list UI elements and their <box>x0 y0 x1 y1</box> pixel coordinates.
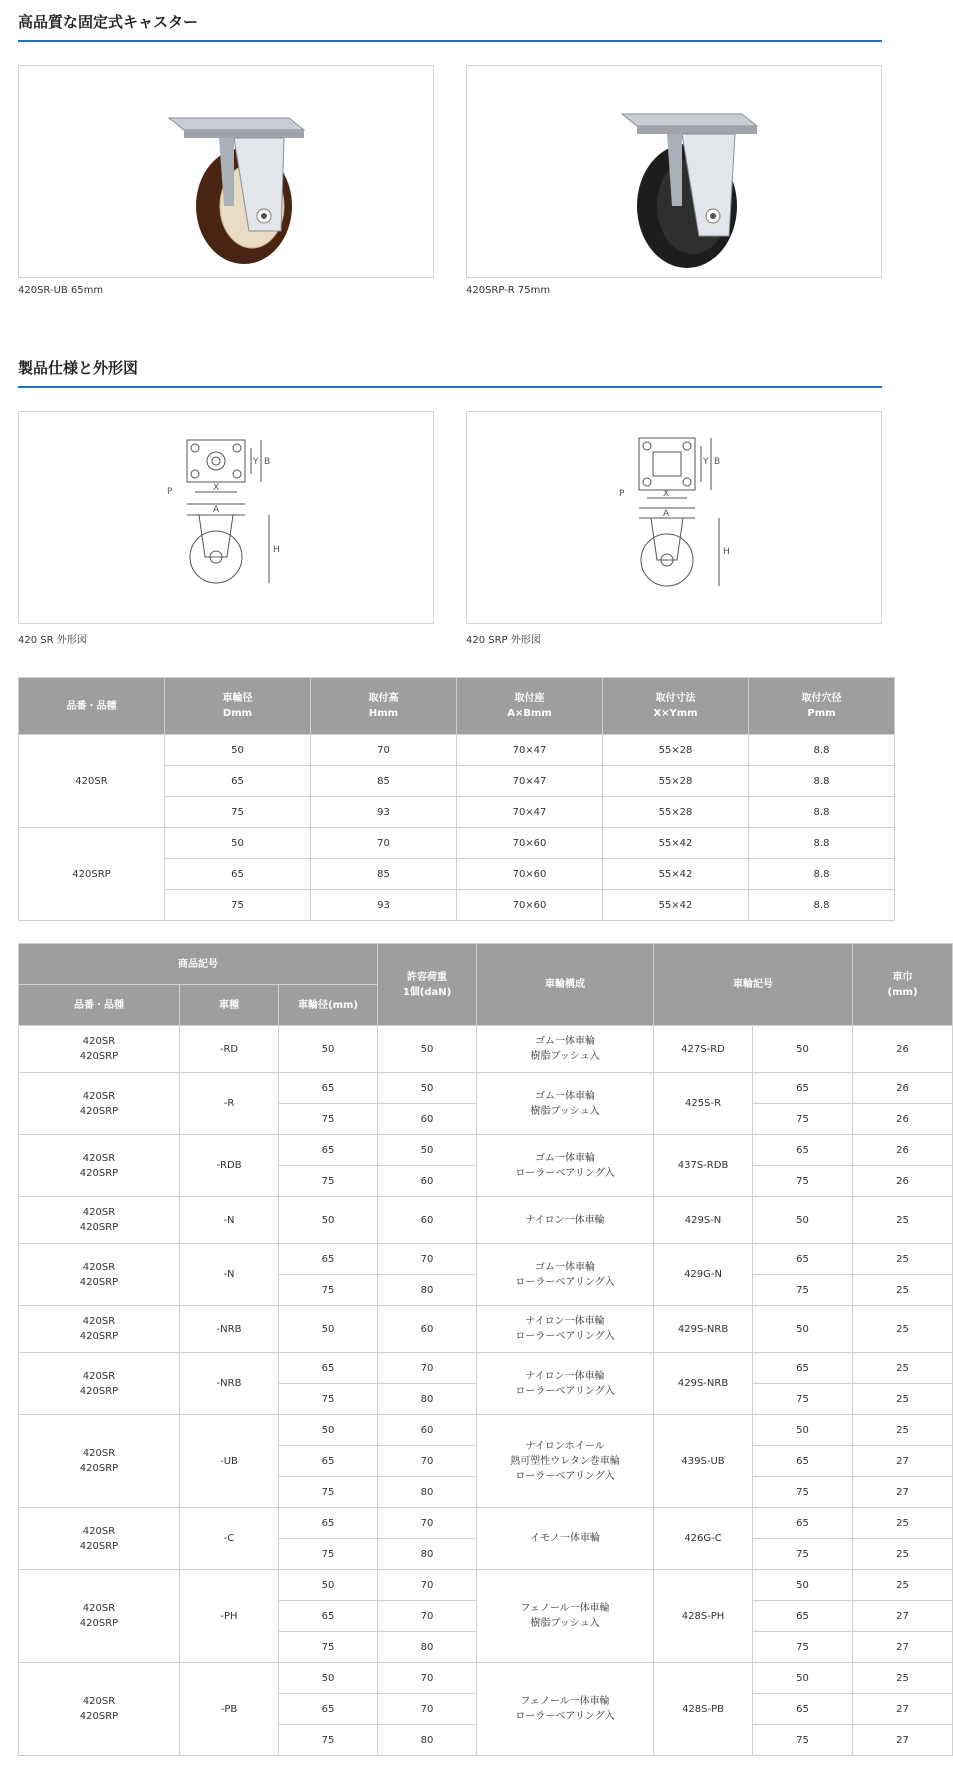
diameter-cell: 75 <box>279 1275 378 1306</box>
section-title-products <box>18 12 882 42</box>
value-cell: 70×60 <box>457 828 603 859</box>
model-cell: 420SR 420SRP <box>19 1135 180 1197</box>
load-cell: 70 <box>378 1663 477 1694</box>
label-y: Y <box>253 457 259 467</box>
wheel-diameter-cell: 75 <box>753 1725 853 1756</box>
model-cell: 420SR 420SRP <box>19 1663 180 1756</box>
width-cell: 26 <box>853 1104 953 1135</box>
wheel-diameter-cell: 65 <box>753 1694 853 1725</box>
diameter-cell: 75 <box>279 1384 378 1415</box>
load-cell: 60 <box>378 1197 477 1244</box>
value-cell: 50 <box>165 735 311 766</box>
value-cell: 65 <box>165 766 311 797</box>
load-cell: 60 <box>378 1104 477 1135</box>
load-cell: 50 <box>378 1026 477 1073</box>
wheel-diameter-cell: 75 <box>753 1275 853 1306</box>
width-cell: 25 <box>853 1663 953 1694</box>
section-title-text: 高品質な固定式キャスター <box>18 13 199 31</box>
wheel-diameter-cell: 75 <box>753 1384 853 1415</box>
table-row <box>19 1306 953 1353</box>
value-cell: 85 <box>311 766 457 797</box>
model-cell: 420SR 420SRP <box>19 1073 180 1135</box>
value-cell: 55×28 <box>603 797 749 828</box>
value-cell: 75 <box>165 890 311 921</box>
caster-photo-brown-wheel <box>19 66 433 277</box>
diagram-420srp <box>466 411 882 624</box>
type-cell: -NRB <box>180 1306 279 1353</box>
label-a: A <box>663 509 670 519</box>
width-cell: 25 <box>853 1384 953 1415</box>
load-cell: 70 <box>378 1508 477 1539</box>
composition-cell: ゴム一体車輪 樹脂ブッシュ入 <box>477 1073 654 1135</box>
model-cell: 420SRP <box>19 828 165 921</box>
width-cell: 26 <box>853 1026 953 1073</box>
value-cell: 8.8 <box>749 766 895 797</box>
diameter-cell: 65 <box>279 1073 378 1104</box>
width-cell: 25 <box>853 1539 953 1570</box>
value-cell: 70×60 <box>457 890 603 921</box>
wheel-code-cell: 429S-N <box>654 1197 753 1244</box>
wheel-code-cell: 428S-PB <box>654 1663 753 1756</box>
model-cell: 420SR 420SRP <box>19 1197 180 1244</box>
composition-cell: ゴム一体車輪 ローラーベアリング入 <box>477 1135 654 1197</box>
diameter-cell: 75 <box>279 1539 378 1570</box>
width-cell: 27 <box>853 1632 953 1663</box>
value-cell: 70×47 <box>457 766 603 797</box>
width-cell: 27 <box>853 1446 953 1477</box>
value-cell: 55×28 <box>603 735 749 766</box>
composition-cell: ゴム一体車輪 ローラーベアリング入 <box>477 1244 654 1306</box>
load-cell: 50 <box>378 1135 477 1166</box>
type-cell: -R <box>180 1073 279 1135</box>
wheel-diameter-cell: 65 <box>753 1073 853 1104</box>
model-cell: 420SR 420SRP <box>19 1306 180 1353</box>
model-cell: 420SR 420SRP <box>19 1026 180 1073</box>
wheel-diameter-cell: 65 <box>753 1244 853 1275</box>
product-caption-1: 420SR-UB 65mm <box>18 285 104 296</box>
diameter-cell: 65 <box>279 1694 378 1725</box>
width-cell: 27 <box>853 1601 953 1632</box>
wheel-diameter-cell: 65 <box>753 1601 853 1632</box>
type-cell: -PH <box>180 1570 279 1663</box>
load-cell: 80 <box>378 1275 477 1306</box>
type-cell: -PB <box>180 1663 279 1756</box>
diameter-cell: 50 <box>279 1570 378 1601</box>
width-cell: 27 <box>853 1477 953 1508</box>
spec-header-row <box>19 678 895 735</box>
value-cell: 70×47 <box>457 735 603 766</box>
table-row <box>19 1415 953 1446</box>
label-p: P <box>619 489 625 499</box>
value-cell: 8.8 <box>749 828 895 859</box>
diameter-cell: 65 <box>279 1244 378 1275</box>
width-cell: 25 <box>853 1570 953 1601</box>
wheel-code-cell: 429S-NRB <box>654 1353 753 1415</box>
value-cell: 55×28 <box>603 766 749 797</box>
wheel-diameter-cell: 75 <box>753 1166 853 1197</box>
value-cell: 55×42 <box>603 859 749 890</box>
width-cell: 25 <box>853 1415 953 1446</box>
dimension-drawing <box>467 412 881 623</box>
load-cell: 60 <box>378 1306 477 1353</box>
width-cell: 25 <box>853 1275 953 1306</box>
load-cell: 80 <box>378 1539 477 1570</box>
header-model: 品番・品種 <box>19 985 180 1026</box>
wheel-code-cell: 428S-PH <box>654 1570 753 1663</box>
width-cell: 27 <box>853 1694 953 1725</box>
composition-cell: ナイロン一体車輪 <box>477 1197 654 1244</box>
model-cell: 420SR 420SRP <box>19 1353 180 1415</box>
wheel-code-cell: 426G-C <box>654 1508 753 1570</box>
section-title-text: 製品仕様と外形図 <box>18 359 139 377</box>
wheel-header-row <box>19 944 953 985</box>
width-cell: 26 <box>853 1166 953 1197</box>
model-cell: 420SR 420SRP <box>19 1570 180 1663</box>
value-cell: 70 <box>311 828 457 859</box>
diagram-caption-1: 420 SR 外形図 <box>18 635 87 646</box>
wheel-code-cell: 437S-RDB <box>654 1135 753 1197</box>
type-cell: -N <box>180 1244 279 1306</box>
label-y: Y <box>703 457 709 467</box>
table-row <box>19 1135 953 1166</box>
wheel-diameter-cell: 50 <box>753 1415 853 1446</box>
table-row <box>19 1197 953 1244</box>
spec-header-cell: 取付座 A×Bmm <box>457 678 603 735</box>
value-cell: 50 <box>165 828 311 859</box>
composition-cell: ナイロン一体車輪 ローラーベアリング入 <box>477 1306 654 1353</box>
header-width: 車巾 (mm) <box>853 944 953 1026</box>
width-cell: 25 <box>853 1508 953 1539</box>
label-p: P <box>167 487 173 497</box>
load-cell: 60 <box>378 1415 477 1446</box>
diameter-cell: 50 <box>279 1026 378 1073</box>
spec-table <box>18 677 895 921</box>
model-cell: 420SR 420SRP <box>19 1244 180 1306</box>
value-cell: 55×42 <box>603 890 749 921</box>
header-load: 許容荷重 1個(daN) <box>378 944 477 1026</box>
wheel-diameter-cell: 50 <box>753 1026 853 1073</box>
type-cell: -UB <box>180 1415 279 1508</box>
diameter-cell: 75 <box>279 1725 378 1756</box>
diagram-420sr <box>18 411 434 624</box>
caster-photo-black-wheel <box>467 66 881 277</box>
wheel-diameter-cell: 65 <box>753 1446 853 1477</box>
value-cell: 8.8 <box>749 797 895 828</box>
type-cell: -RD <box>180 1026 279 1073</box>
load-cell: 70 <box>378 1570 477 1601</box>
diameter-cell: 75 <box>279 1104 378 1135</box>
model-cell: 420SR 420SRP <box>19 1415 180 1508</box>
wheel-diameter-cell: 50 <box>753 1570 853 1601</box>
width-cell: 26 <box>853 1135 953 1166</box>
load-cell: 70 <box>378 1601 477 1632</box>
table-row <box>19 1073 953 1104</box>
table-row <box>19 1244 953 1275</box>
value-cell: 93 <box>311 890 457 921</box>
width-cell: 25 <box>853 1353 953 1384</box>
load-cell: 80 <box>378 1384 477 1415</box>
composition-cell: フェノール一体車輪 樹脂ブッシュ入 <box>477 1570 654 1663</box>
diameter-cell: 50 <box>279 1197 378 1244</box>
width-cell: 26 <box>853 1073 953 1104</box>
wheel-code-cell: 439S-UB <box>654 1415 753 1508</box>
header-composition: 車輪構成 <box>477 944 654 1026</box>
width-cell: 25 <box>853 1197 953 1244</box>
product-image-420srp-r <box>466 65 882 278</box>
load-cell: 80 <box>378 1477 477 1508</box>
value-cell: 65 <box>165 859 311 890</box>
table-row <box>19 1026 953 1073</box>
value-cell: 85 <box>311 859 457 890</box>
composition-cell: フェノール一体車輪 ローラーベアリング入 <box>477 1663 654 1756</box>
wheel-code-cell: 429S-NRB <box>654 1306 753 1353</box>
diameter-cell: 65 <box>279 1135 378 1166</box>
wheel-code-cell: 429G-N <box>654 1244 753 1306</box>
wheel-diameter-cell: 50 <box>753 1197 853 1244</box>
load-cell: 70 <box>378 1446 477 1477</box>
model-cell: 420SR <box>19 735 165 828</box>
diameter-cell: 50 <box>279 1306 378 1353</box>
spec-header-cell: 取付高 Hmm <box>311 678 457 735</box>
diameter-cell: 50 <box>279 1415 378 1446</box>
product-image-420sr-ub <box>18 65 434 278</box>
table-row <box>19 828 895 859</box>
wheel-code-cell: 427S-RD <box>654 1026 753 1073</box>
diameter-cell: 75 <box>279 1477 378 1508</box>
type-cell: -C <box>180 1508 279 1570</box>
spec-header-cell: 取付寸法 X×Ymm <box>603 678 749 735</box>
spec-header-cell: 取付穴径 Pmm <box>749 678 895 735</box>
table-row <box>19 735 895 766</box>
value-cell: 70×60 <box>457 859 603 890</box>
type-cell: -NRB <box>180 1353 279 1415</box>
header-diameter: 車輪径(mm) <box>279 985 378 1026</box>
diameter-cell: 65 <box>279 1508 378 1539</box>
header-product-code: 商品記号 <box>19 944 378 985</box>
table-row <box>19 1570 953 1601</box>
diameter-cell: 65 <box>279 1353 378 1384</box>
header-wheel-code: 車輪記号 <box>654 944 853 1026</box>
label-b: B <box>264 457 271 467</box>
width-cell: 25 <box>853 1244 953 1275</box>
label-h: H <box>723 547 730 557</box>
wheel-diameter-cell: 50 <box>753 1663 853 1694</box>
diameter-cell: 50 <box>279 1663 378 1694</box>
wheel-diameter-cell: 75 <box>753 1104 853 1135</box>
value-cell: 8.8 <box>749 735 895 766</box>
load-cell: 50 <box>378 1073 477 1104</box>
type-cell: -N <box>180 1197 279 1244</box>
product-caption-2: 420SRP-R 75mm <box>466 285 551 296</box>
diameter-cell: 75 <box>279 1632 378 1663</box>
value-cell: 70×47 <box>457 797 603 828</box>
value-cell: 70 <box>311 735 457 766</box>
value-cell: 75 <box>165 797 311 828</box>
value-cell: 8.8 <box>749 890 895 921</box>
load-cell: 70 <box>378 1694 477 1725</box>
width-cell: 25 <box>853 1306 953 1353</box>
load-cell: 80 <box>378 1632 477 1663</box>
composition-cell: ナイロンホイール 熱可塑性ウレタン巻車輪 ローラーベアリング入 <box>477 1415 654 1508</box>
label-x: X <box>663 489 670 499</box>
load-cell: 70 <box>378 1244 477 1275</box>
width-cell: 27 <box>853 1725 953 1756</box>
table-row <box>19 1353 953 1384</box>
value-cell: 55×42 <box>603 828 749 859</box>
wheel-diameter-cell: 65 <box>753 1135 853 1166</box>
header-type: 車種 <box>180 985 279 1026</box>
label-a: A <box>213 505 220 515</box>
wheel-table <box>18 943 953 1756</box>
dimension-drawing <box>19 412 433 623</box>
value-cell: 93 <box>311 797 457 828</box>
spec-header-cell: 品番・品種 <box>19 678 165 735</box>
wheel-diameter-cell: 75 <box>753 1539 853 1570</box>
load-cell: 70 <box>378 1353 477 1384</box>
table-row <box>19 1508 953 1539</box>
diameter-cell: 75 <box>279 1166 378 1197</box>
wheel-diameter-cell: 75 <box>753 1632 853 1663</box>
label-b: B <box>714 457 721 467</box>
model-cell: 420SR 420SRP <box>19 1508 180 1570</box>
diagram-caption-2: 420 SRP 外形図 <box>466 635 541 646</box>
composition-cell: ゴム一体車輪 樹脂ブッシュ入 <box>477 1026 654 1073</box>
composition-cell: ナイロン一体車輪 ローラーベアリング入 <box>477 1353 654 1415</box>
diameter-cell: 65 <box>279 1601 378 1632</box>
wheel-diameter-cell: 65 <box>753 1353 853 1384</box>
composition-cell: イモノ一体車輪 <box>477 1508 654 1570</box>
load-cell: 60 <box>378 1166 477 1197</box>
label-x: X <box>213 483 220 493</box>
wheel-diameter-cell: 50 <box>753 1306 853 1353</box>
wheel-diameter-cell: 65 <box>753 1508 853 1539</box>
load-cell: 80 <box>378 1725 477 1756</box>
table-row <box>19 1663 953 1694</box>
spec-header-cell: 車輪径 Dmm <box>165 678 311 735</box>
type-cell: -RDB <box>180 1135 279 1197</box>
label-h: H <box>273 545 280 555</box>
value-cell: 8.8 <box>749 859 895 890</box>
section-title-specs <box>18 358 882 388</box>
wheel-code-cell: 425S-R <box>654 1073 753 1135</box>
wheel-diameter-cell: 75 <box>753 1477 853 1508</box>
diameter-cell: 65 <box>279 1446 378 1477</box>
